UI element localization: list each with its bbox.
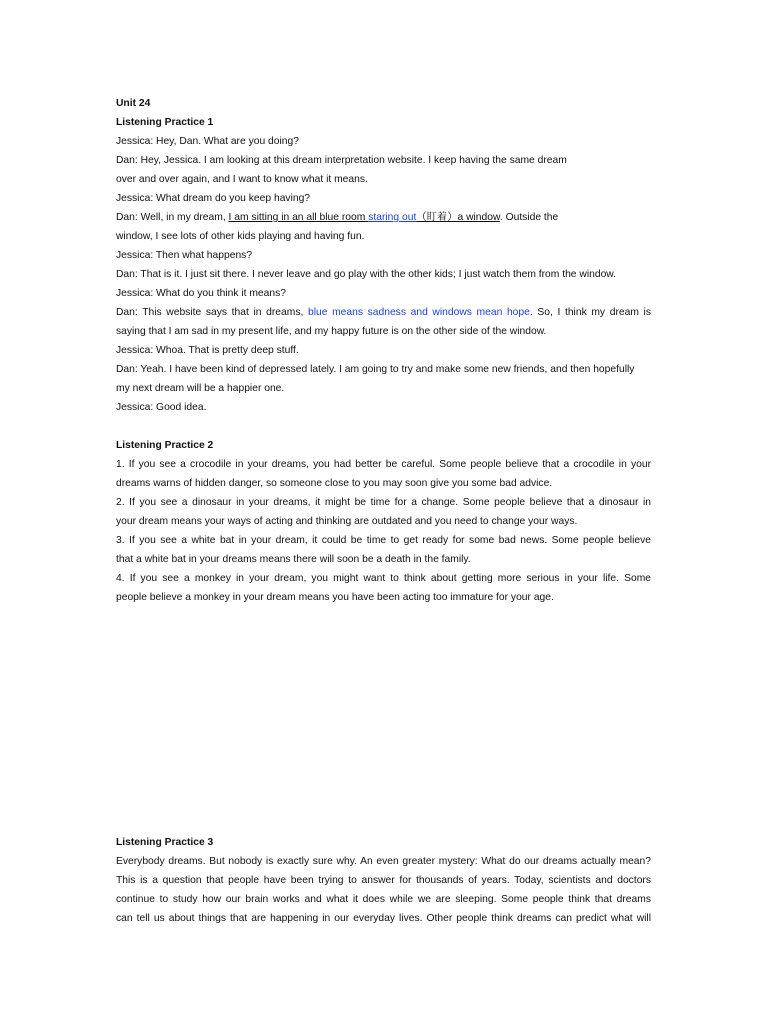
underlined-phrase: I am sitting in an all blue room [228, 212, 366, 223]
dialogue-line: Dan: Hey, Jessica. I am looking at this dream interpretation website. I keep having the same dream [116, 155, 567, 166]
practice-1-section [116, 94, 651, 417]
dialogue-line: over and over again, and I want to know what it means. [116, 174, 368, 185]
practice-2-section [116, 436, 651, 607]
paragraph-line: continue to study how our brain works and what it does while we are sleeping. Some people think that dreams [116, 894, 651, 905]
dialogue-text: Dan: This website says that in dreams, [116, 307, 308, 318]
paragraph-line: 2. If you see a dinosaur in your dreams, it might be time for a change. Some people believe that a dinosaur in [116, 497, 651, 508]
practice-3-section [116, 833, 651, 928]
dialogue-line: Dan: Yeah. I have been kind of depressed lately. I am going to try and make some new friends, and then hopefully [116, 364, 635, 375]
paragraph-line: 1. If you see a crocodile in your dreams, you had better be careful. Some people believe that a crocodile in your [116, 459, 651, 470]
dialogue-line: Jessica: Then what happens? [116, 250, 253, 261]
practice-3-heading: Listening Practice 3 [116, 837, 214, 848]
practice-2-heading: Listening Practice 2 [116, 440, 214, 451]
practice-1-heading: Listening Practice 1 [116, 117, 214, 128]
paragraph-line: can tell us about things that are happening in our everyday lives. Other people think dreams can predict what will [116, 913, 651, 924]
dialogue-line: my next dream will be a happier one. [116, 383, 285, 394]
paragraph-line: dreams warns of hidden danger, so someone close to you may soon give you some bad advice. [116, 478, 553, 489]
dialogue-line: Jessica: Whoa. That is pretty deep stuff. [116, 345, 299, 356]
dialogue-line: Jessica: What dream do you keep having? [116, 193, 311, 204]
dialogue-text: So, I think my dream is [532, 307, 651, 318]
highlighted-phrase: blue means sadness and windows mean hope. [307, 307, 533, 318]
dialogue-line [116, 303, 651, 322]
dialogue-line: Jessica: What do you think it means? [116, 288, 286, 299]
dialogue-text: Dan: Well, in my dream, [116, 212, 229, 223]
paragraph-line: 4. If you see a monkey in your dream, you might want to think about getting more serious in your life. Some [116, 573, 651, 584]
underlined-phrase: （盯着）a window [416, 212, 500, 223]
paragraph-line: people believe a monkey in your dream means you have been acting too immature for your age. [116, 592, 554, 603]
paragraph-line: that a white bat in your dreams means there will soon be a death in the family. [116, 554, 471, 565]
dialogue-line: window, I see lots of other kids playing and having fun. [116, 231, 365, 242]
dialogue-line: Jessica: Good idea. [116, 402, 207, 413]
highlighted-phrase: staring out [368, 212, 417, 223]
paragraph-line: Everybody dreams. But nobody is exactly sure why. An even greater mystery: What do our dreams actually mean? [116, 856, 651, 867]
dialogue-line [116, 208, 651, 227]
dialogue-line: Dan: That is it. I just sit there. I never leave and go play with the other kids; I just watch them from the window. [116, 269, 617, 280]
dialogue-line: Jessica: Hey, Dan. What are you doing? [116, 136, 299, 147]
paragraph-line: 3. If you see a white bat in your dream, it could be time to get ready for some bad news. Some people believe [116, 535, 651, 546]
unit-title: Unit 24 [116, 98, 151, 109]
paragraph-line: your dream means your ways of acting and thinking are outdated and you need to change your ways. [116, 516, 578, 527]
dialogue-line: saying that I am sad in my present life, and my happy future is on the other side of the window. [116, 326, 547, 337]
paragraph-line: This is a question that people have been trying to answer for thousands of years. Today, scientists and doctors [116, 875, 651, 886]
dialogue-text: . Outside the [499, 212, 559, 223]
